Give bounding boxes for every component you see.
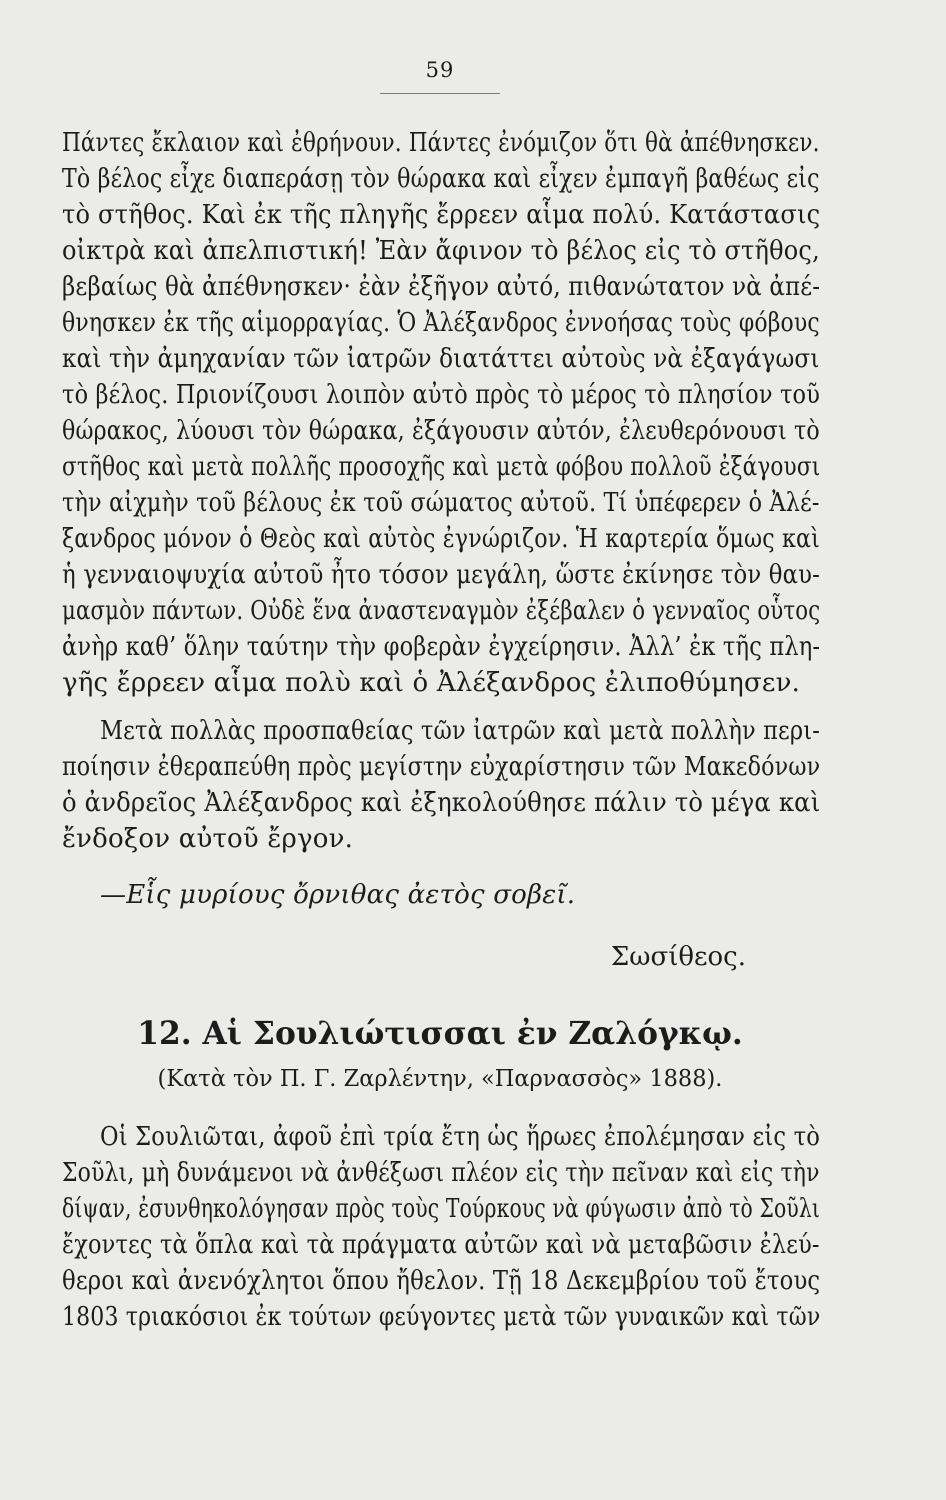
author-signature: Σωσίθεος. [610,942,746,972]
chapter-heading: 12. Αἱ Σουλιώτισσαι ἐν Ζαλόγκῳ. [137,1014,743,1052]
text-line: οἰκτρὰ καὶ ἀπελπιστική! Ἐὰν ἄφινον τὸ βέλος εἰς τὸ στῆθος, [62,236,820,266]
text-line: Τὸ βέλος εἶχε διαπεράσῃ τὸν θώρακα καὶ εἶχεν ἐμπαγῆ βαθέως εἰς [62,164,820,194]
text-line: θώρακος, λύουσι τὸν θώρακα, ἐξάγουσιν αὐτόν, ἐλευθερόνουσι τὸ [62,416,820,446]
text-line: ὁ ἀνδρεῖος Ἀλέξανδρος καὶ ἐξηκολούθησε πάλιν τὸ μέγα καὶ [62,788,821,818]
text-line: 1803 τριακόσιοι ἐκ τούτων φεύγοντες μετὰ τῶν γυναικῶν καὶ τῶν [62,1302,821,1332]
text-line: ἡ γενναιοψυχία αὐτοῦ ἦτο τόσον μεγάλη, ὥστε ἐκίνησε τὸν θαυ- [62,560,821,590]
text-line: ξανδρος μόνον ὁ Θεὸς καὶ αὐτὸς ἐγνώριζον. Ἡ καρτερία ὅμως καὶ [62,524,821,554]
text-line: βεβαίως θὰ ἀπέθνησκεν· ἐὰν ἐξῆγον αὐτό, πιθανώτατον νὰ ἀπέ- [62,272,821,302]
text-line: μασμὸν πάντων. Οὐδὲ ἕνα ἀναστεναγμὸν ἐξέβαλεν ὁ γενναῖος οὗτος [62,596,821,626]
text-line: Σοῦλι, μὴ δυνάμενοι νὰ ἀνθέξωσι πλέον εἰς τὴν πεῖναν καὶ εἰς τὴν [62,1158,820,1188]
text-line: ἔχοντες τὰ ὅπλα καὶ τὰ πράγματα αὐτῶν καὶ νὰ μεταβῶσιν ἐλεύ- [62,1230,820,1260]
chapter-source: (Κατὰ τὸν Π. Γ. Ζαρλέντην, «Παρνασσὸς» 1888). [157,1066,723,1092]
text-line: τὸ στῆθος. Καὶ ἐκ τῆς πληγῆς ἔρρεεν αἷμα πολύ. Κατάστασις [62,200,821,230]
text-line: Οἱ Σουλιῶται, ἀφοῦ ἐπὶ τρία ἔτη ὡς ἥρωες ἐπολέμησαν εἰς τὸ [100,1122,821,1152]
text-line: γῆς ἔρρεεν αἷμα πολὺ καὶ ὁ Ἀλέξανδρος ἐλιποθύμησεν. [62,668,801,698]
text-line: καὶ τὴν ἀμηχανίαν τῶν ἰατρῶν διατάττει αὐτοὺς νὰ ἐξαγάγωσι [62,344,820,374]
text-line: Πάντες ἔκλαιον καὶ ἐθρήνουν. Πάντες ἐνόμιζον ὅτι θὰ ἀπέθνησκεν. [62,128,820,158]
text-line: δίψαν, ἐσυνθηκολόγησαν πρὸς τοὺς Τούρκους νὰ φύγωσιν ἀπὸ τὸ Σοῦλι [62,1194,821,1224]
text-line: ποίησιν ἐθεραπεύθη πρὸς μεγίστην εὐχαρίστησιν τῶν Μακεδόνων [62,752,821,782]
text-line: ἀνὴρ καθ’ ὅλην ταύτην τὴν φοβερὰν ἐγχείρησιν. Ἀλλ’ ἐκ τῆς πλη- [62,632,821,662]
text-line: στῆθος καὶ μετὰ πολλῆς προσοχῆς καὶ μετὰ φόβου πολλοῦ ἐξάγουσι [62,452,821,482]
text-line: ἔνδοξον αὐτοῦ ἔργον. [62,824,354,854]
text-line: τὴν αἰχμὴν τοῦ βέλους ἐκ τοῦ σώματος αὐτοῦ. Τί ὑπέφερεν ὁ Ἀλέ- [62,488,820,518]
header-rule [380,93,500,94]
text-line: τὸ βέλος. Πριονίζουσι λοιπὸν αὐτὸ πρὸς τὸ μέρος τὸ πλησίον τοῦ [62,380,821,410]
text-line: θεροι καὶ ἀνενόχλητοι ὅπου ἤθελον. Τῇ 18 Δεκεμβρίου τοῦ ἔτους [62,1266,821,1296]
text-line: Μετὰ πολλὰς προσπαθείας τῶν ἰατρῶν καὶ μετὰ πολλὴν περι- [100,716,821,746]
text-line: θνησκεν ἐκ τῆς αἱμορραγίας. Ὁ Ἀλέξανδρος ἐννοήσας τοὺς φόβους [62,308,820,338]
proverb-quote: —Εἷς μυρίους ὄρνιθας ἀετὸς σοβεῖ. [100,880,576,910]
page-number: 59 [425,58,455,82]
